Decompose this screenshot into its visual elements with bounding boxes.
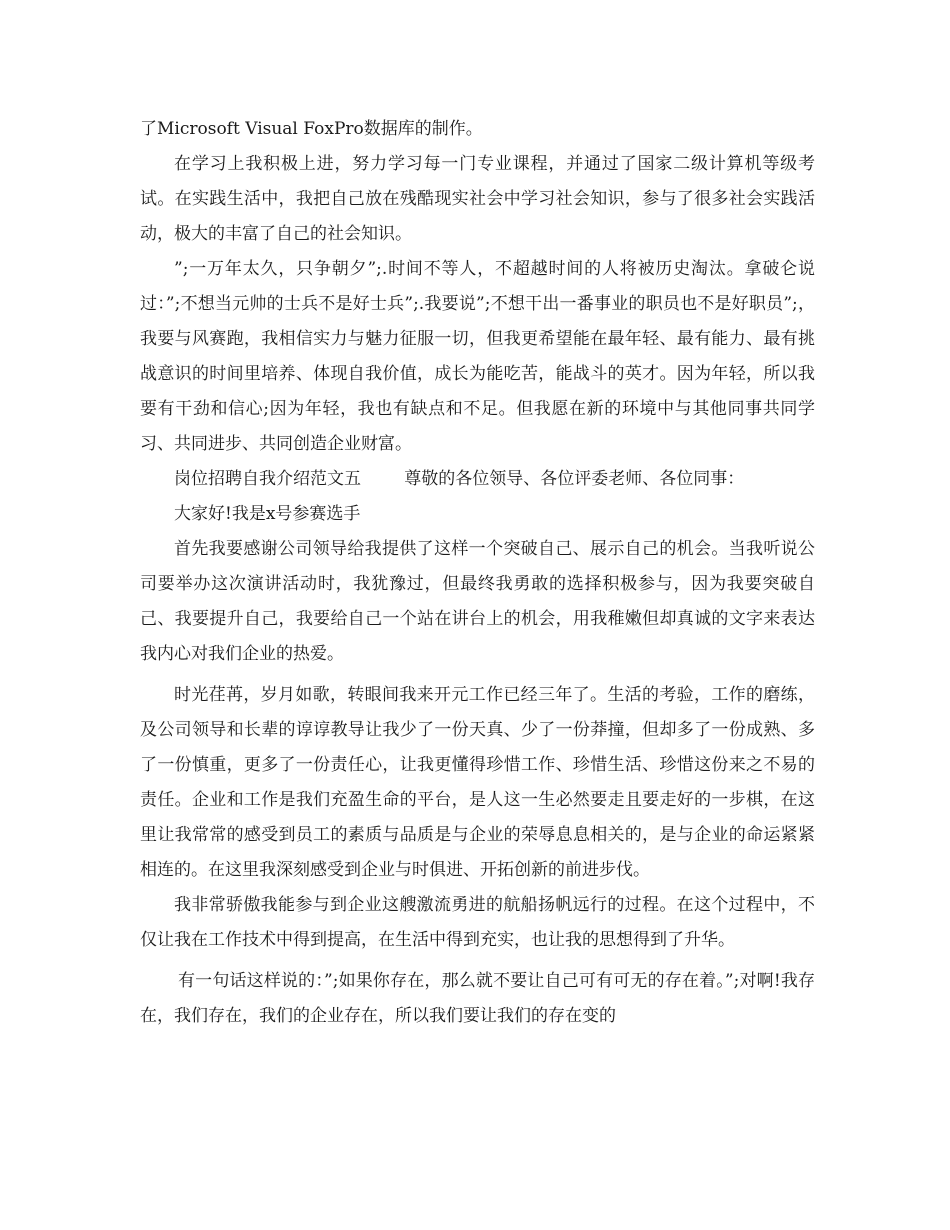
paragraph-continuation: 了Microsoft Visual FoxPro数据库的制作。 <box>140 119 483 139</box>
paragraph-youth: ”;一万年太久，只争朝夕”;.时间不等人，不超越时间的人将被历史淘汰。拿破仑说过：”;不想当元帅的士兵不是好士兵”;.我要说”;不想干出一番事业的职员也不是好职员”;，我要与风赛跑，我相信实力与魅力征服一切，但我更希望能在最年轻、最有能力、最有挑战意识的时间里培养、体现自我价值，成长为能吃苦，能战斗的英才。因为年轻，所以我要有干劲和信心;因为年轻，我也有缺点和不足。但我愿在新的环境中与其他同事共同学习、共同进步、共同创造企业财富。 <box>140 259 815 454</box>
paragraph-study: 在学习上我积极上进，努力学习每一门专业课程，并通过了国家二级计算机等级考试。在实践生活中，我把自己放在残酷现实社会中学习社会知识，参与了很多社会实践活动，极大的丰富了自己的社会知识。 <box>140 154 815 244</box>
paragraph-thanks: 首先我要感谢公司领导给我提供了这样一个突破自己、展示自己的机会。当我听说公司要举办这次演讲活动时，我犹豫过，但最终我勇敢的选择积极参与，因为我要突破自己、我要提升自己，我要给自己一个站在讲台上的机会，用我稚嫩但却真诚的文字来表达我内心对我们企业的热爱。 <box>140 539 815 664</box>
section-heading: 岗位招聘自我介绍范文五 尊敬的各位领导、各位评委老师、各位同事： <box>174 469 745 489</box>
paragraph-proud: 我非常骄傲我能参与到企业这艘激流勇进的航船扬帆远行的过程。在这个过程中，不仅让我在工作技术中得到提高，在生活中得到充实，也让我的思想得到了升华。 <box>140 895 815 950</box>
document-page <box>140 112 815 1034</box>
greeting-line: 大家好!我是x号参赛选手 <box>174 504 361 524</box>
paragraph-existence: 有一句话这样说的：”;如果你存在，那么就不要让自己可有可无的存在着。”;对啊!我存在，我们存在，我们的企业存在，所以我们要让我们的存在变的 <box>140 971 815 1026</box>
paragraph-three-years: 时光荏苒，岁月如歌，转眼间我来开元工作已经三年了。生活的考验，工作的磨练，及公司领导和长辈的谆谆教导让我少了一份天真、少了一份莽撞，但却多了一份成熟、多了一份慎重，更多了一份责任心，让我更懂得珍惜工作、珍惜生活、珍惜这份来之不易的责任。企业和工作是我们充盈生命的平台，是人这一生必然要走且要走好的一步棋，在这里让我常常的感受到员工的素质与品质是与企业的荣辱息息相关的，是与企业的命运紧紧相连的。在这里我深刻感受到企业与时俱进、开拓创新的前进步伐。 <box>140 685 815 880</box>
